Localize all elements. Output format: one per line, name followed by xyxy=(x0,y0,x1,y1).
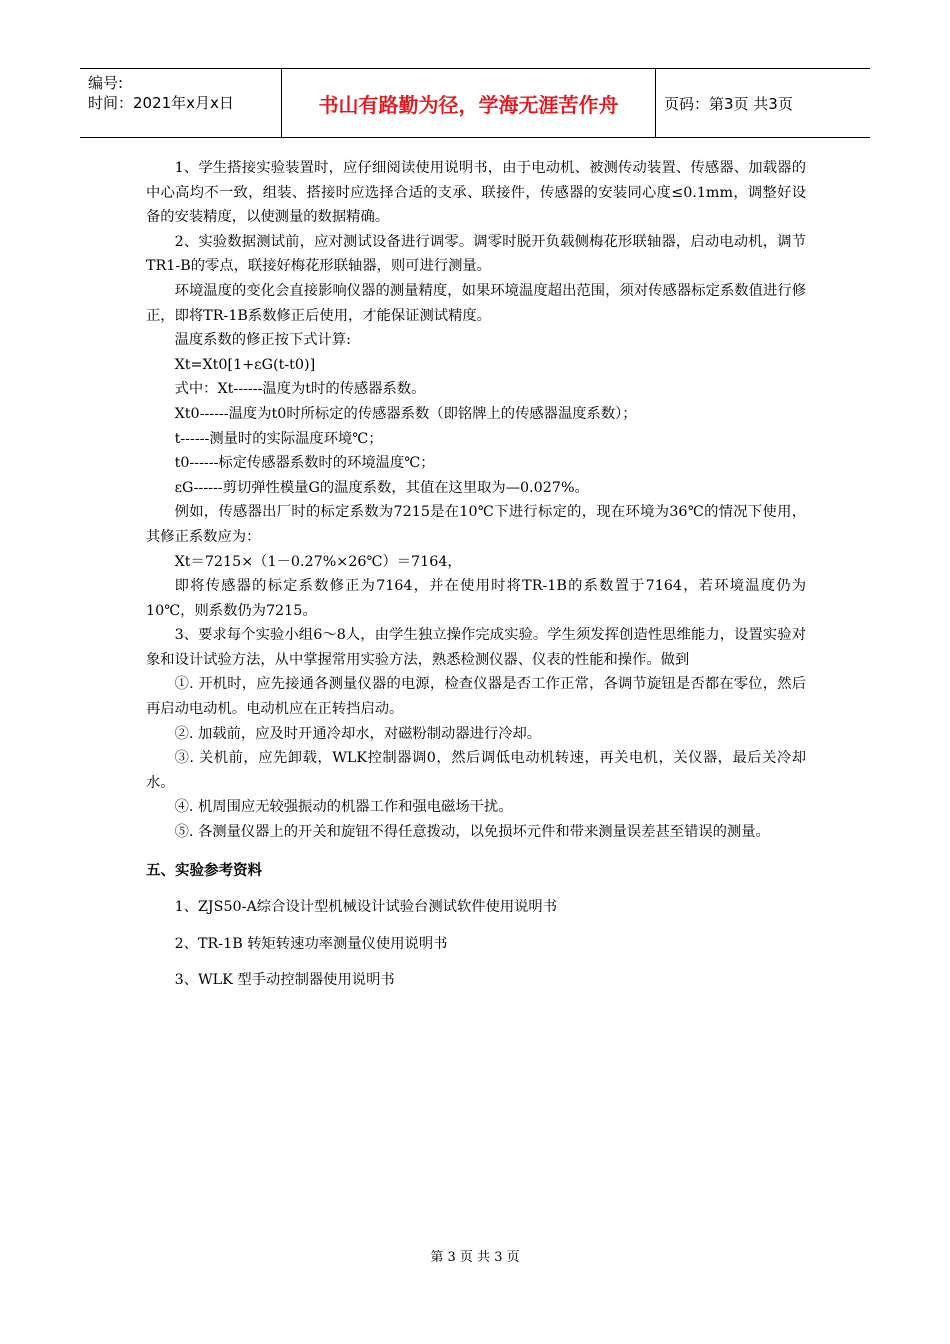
list-item: ⑤. 各测量仪器上的开关和旋钮不得任意拨动，以免损坏元件和带来测量误差甚至错误的测量。 xyxy=(174,824,770,841)
paragraph: 式中：Xt------温度为t时的传感器系数。 xyxy=(174,381,426,398)
paragraph: t0------标定传感器系数时的环境温度℃； xyxy=(174,455,435,472)
document-body xyxy=(146,156,806,1005)
paragraph: 3、要求每个实验小组6～8人，由学生独立操作完成实验。学生须发挥创造性思维能力，设置实验对象和设计试验方法，从中掌握常用实验方法，熟悉检测仪器、仪表的性能和操作。做到 xyxy=(146,627,806,668)
page-footer: 第 3 页 共 3 页 xyxy=(430,1250,520,1265)
section-title: 五、实验参考资料 xyxy=(146,862,262,879)
paragraph: 例如，传感器出厂时的标定系数为7215是在10℃下进行标定的，现在环境为36℃的情况下使用，其修正系数应为： xyxy=(146,504,806,545)
list-item: ①. 开机时，应先接通各测量仪器的电源，检查仪器是否工作正常，各调节旋钮是否都在零位，然后再启动电动机。电动机应在正转挡启动。 xyxy=(146,676,806,718)
paragraph: 温度系数的修正按下式计算: xyxy=(174,332,351,349)
paragraph: Xt0------温度为t0时所标定的传感器系数（即铭牌上的传感器温度系数）； xyxy=(174,405,637,422)
paragraph: 环境温度的变化会直接影响仪器的测量精度，如果环境温度超出范围，须对传感器标定系数值进行修正，即将TR-1B系数修正后使用，才能保证测试精度。 xyxy=(146,282,806,324)
list-item: ③. 关机前，应先卸载，WLK控制器调0，然后调低电动机转速，再关电机，关仪器，最后关冷却水。 xyxy=(146,750,806,791)
list-item: ④. 机周围应无较强振动的机器工作和强电磁场干扰。 xyxy=(174,799,513,816)
paragraph: 2、实验数据测试前，应对测试设备进行调零。调零时脱开负载侧梅花形联轴器，启动电动机，调节TR1-B的零点，联接好梅花形联轴器，则可进行测量。 xyxy=(146,233,806,275)
paragraph: εG------剪切弹性模量G的温度系数，其值在这里取为—0.027%。 xyxy=(174,479,589,496)
header-page-label: 页码：第3页 共3页 xyxy=(664,94,793,113)
list-item: ②. 加载前，应及时开通冷却水，对磁粉制动器进行冷却。 xyxy=(174,725,542,742)
reference-item: 2、TR-1B 转矩转速功率测量仪使用说明书 xyxy=(174,935,448,952)
formula: Xt＝7215×（1－0.27%×26℃）＝7164， xyxy=(174,553,462,570)
paragraph: t------测量时的实际温度环境℃； xyxy=(174,430,383,447)
paragraph: 1、学生搭接实验装置时，应仔细阅读使用说明书，由于电动机、被测传动装置、传感器、加载器的中心高均不一致，组装、搭接时应选择合适的支承、联接件，传感器的安装同心度≤0.1mm，调整好设备的安装精度，以使测量的数据精确。 xyxy=(146,160,806,226)
paragraph: 即将传感器的标定系数修正为7164，并在使用时将TR-1B的系数置于7164，若环境温度仍为10℃，则系数仍为7215。 xyxy=(146,578,806,619)
header-info-cell xyxy=(80,69,282,137)
header-motto: 书山有路勤为径，学海无涯苦作舟 xyxy=(282,69,656,137)
document-number-label: 编号: xyxy=(88,74,124,92)
document-date-label: 时间：2021年x月x日 xyxy=(88,94,234,112)
reference-item: 3、WLK 型手动控制器使用说明书 xyxy=(174,972,395,989)
reference-item: 1、ZJS50-A综合设计型机械设计试验台测试软件使用说明书 xyxy=(174,899,558,916)
page-header xyxy=(80,68,870,138)
formula: Xt=Xt0[1+εG(t-t0)] xyxy=(174,356,316,373)
